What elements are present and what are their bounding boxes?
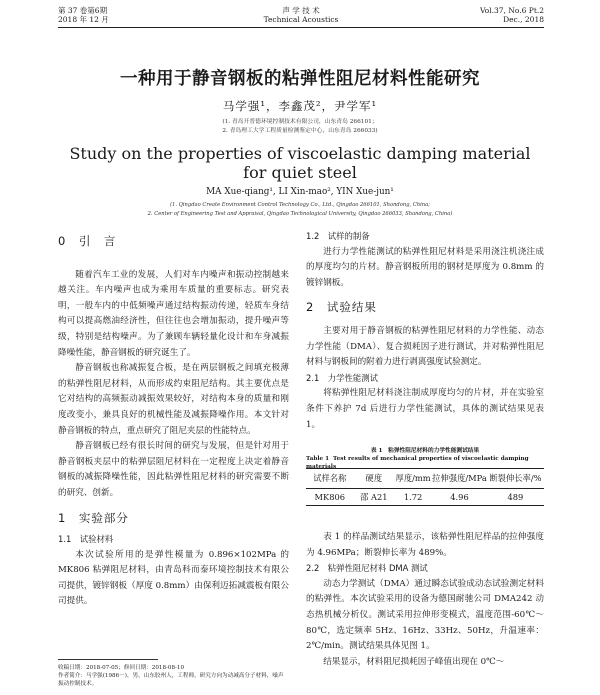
table-header-row (306, 469, 544, 489)
subsection-heading-materials: 1.1 试验材料 (58, 534, 114, 545)
affiliation-cn-1: (1. 青岛开普德环境控制技术有限公司，山东青岛 266101； (222, 119, 378, 125)
table-cell: 489 (487, 489, 544, 506)
affiliation-cn-2: 2. 青岛理工大学工程质量检测鉴定中心，山东青岛 266033) (222, 128, 378, 134)
journal-volume: Vol.37, No.6 Pt.2 Dec., 2018 (479, 6, 544, 24)
header-divider (58, 27, 544, 28)
left-column (58, 234, 289, 610)
results-paragraph: 主要对用于静音钢板的粘弹性阻尼材料的力学性能、动态力学性能（DMA）、复合损耗因子进行测试，并对粘弹性阻尼材料与钢板间的附着力进行剥离强度试验测定。 (306, 325, 544, 368)
table-header-cell: 硬度 (354, 469, 394, 489)
dma-paragraph-2: 结果显示，材料阻尼损耗因子峰值出现在 0℃～ (323, 656, 505, 667)
section-heading-experiment: 1 实验部分 (58, 510, 129, 525)
title-en: Study on the properties of viscoelastic damping material for quiet steel (69, 144, 531, 182)
right-column-upper (306, 229, 544, 433)
section-heading-introduction: 0 引 言 (58, 234, 117, 248)
authors-cn: 马学强¹，李鑫茂²，尹学军¹ (222, 99, 378, 113)
table-header-cell: 拉伸强度/MPa (432, 469, 487, 489)
journal-issue: 第 37 卷第6期 2018 年 12 月 (58, 6, 109, 24)
table-cell: 4.96 (432, 489, 487, 506)
subsection-heading-dma: 2.2 粘弹性阻尼材料 DMA 测试 (306, 563, 428, 574)
table-cell: 邵 A21 (354, 489, 394, 506)
table-header-cell: 厚度/mm (394, 469, 432, 489)
mechanical-test-paragraph: 将粘弹性阻尼材料浇注制成厚度均匀的片材，并在实验室条件下养护 7d 后进行力学性能测试，具体的测试结果见表 1。 (306, 388, 544, 430)
table-cell: MK806 (306, 489, 354, 506)
affiliation-en-2: 2. Center of Engineering Test and Appraisal, Qingdao Technological University, Qingdao 266033, Shandong, China) (147, 211, 453, 217)
footnote-divider (58, 659, 158, 660)
affiliation-en-1: (1. Qingdao Create Environment Control Technology Co., Ltd., Qingdao 266101, Shandong, China; (170, 202, 430, 208)
footnote-author: 作者简介：马学强(1986－)，男，山东胶州人，工程师，研究方向为动减高分子材料，噪声振动控制技术。 (58, 673, 284, 687)
intro-paragraph-1: 随着汽车工业的发展，人们对车内噪声和振动控制越来越关注。车内噪声也成为乘用车质量的重要标志。研究表明，一般车内的中低频噪声通过结构振动传递，轻质车身结构可以提高燃油经济性，但往往也会增加振动，提升噪声等级，特别是结构噪声。为了兼顾车辆轻量化设计和车身减振降噪性能，静音钢板的研究诞生了。 (58, 269, 289, 358)
table-header-cell: 试样名称 (306, 469, 354, 489)
subsection-heading-sample-prep: 1.2 试样的制备 (306, 231, 370, 241)
journal-name: 声 学 技 术 Technical Acoustics (263, 6, 339, 24)
intro-paragraph-2: 静音钢板也称减振复合板，是在两层钢板之间填充极薄的粘弹性阻尼材料，从而形成约束阻尼结构。其主要优点是它对结构的高频振动减振效果较好，对结构本身的质量和刚度改变小，兼具良好的机械性能及减振降噪作用。本文针对静音钢板的特点，重点研究了阻尼夹层的性能特点。 (58, 363, 289, 436)
table-discussion-paragraph: 表 1 的样品测试结果显示，该粘弹性阻尼样品的拉伸强度为 4.96MPa；断裂伸长率为 489%。 (306, 532, 544, 558)
section-heading-results: 2 试验结果 (306, 300, 377, 315)
right-column-lower (306, 530, 544, 670)
authors-en: MA Xue-qiang¹, LI Xin-mao², YIN Xue-jun¹ (206, 187, 394, 197)
materials-paragraph: 本次试验所用的是弹性模量为 0.896×102MPa 的 MK806 粘弹阻尼材料，由青岛科而泰环境控制技术有限公司提供，镀锌钢板（厚度 0.8mm）由保利迈拓减震板有限公司提供。 (58, 549, 289, 607)
table-cell: 1.72 (394, 489, 432, 506)
footnote-received: 收稿日期：2018-07-05；修回日期：2018-08-10 (58, 665, 185, 671)
title-cn: 一种用于静音钢板的粘弹性阻尼材料性能研究 (120, 69, 480, 89)
intro-paragraph-3: 静音钢板已经有很长时间的研究与发展，但是针对用于静音钢板夹层中的粘弹层阻尼材料在一定程度上决定着静音钢板的减振降噪性能，因此粘弹性阻尼材料的研究需要不断的研究、创新。 (58, 441, 289, 498)
table-row (306, 489, 544, 506)
table-caption-en: Table 1 Test results of mechanical properties of viscoelastic damping materials (306, 456, 529, 470)
subsection-heading-mechanical-test: 2.1 力学性能测试 (306, 372, 378, 383)
table-caption-cn: 表 1 粘弹性阻尼材料的力学性能测试结果 (370, 448, 480, 454)
sample-prep-paragraph: 进行力学性能测试的粘弹性阻尼材料是采用浇注机浇注成的厚度均匀的片材。静音钢板所用的钢材是厚度为 0.8mm 的镀锌钢板。 (306, 246, 544, 288)
mechanical-properties-table (306, 468, 544, 506)
dma-paragraph-1: 动态力学测试（DMA）通过瞬态试验成动态试验测定材料的粘弹性。本次试验采用的设备为德国耐驰公司 DMA242 动态热机械分析仪。测试采用拉伸形变模式，温度范围-60℃～80℃，选定频率 5Hz、16Hz、33Hz、50Hz，升温速率：2℃/min。测试结果具体见图 1。 (306, 578, 544, 652)
table-header-cell: 断裂伸长率/% (487, 469, 544, 489)
